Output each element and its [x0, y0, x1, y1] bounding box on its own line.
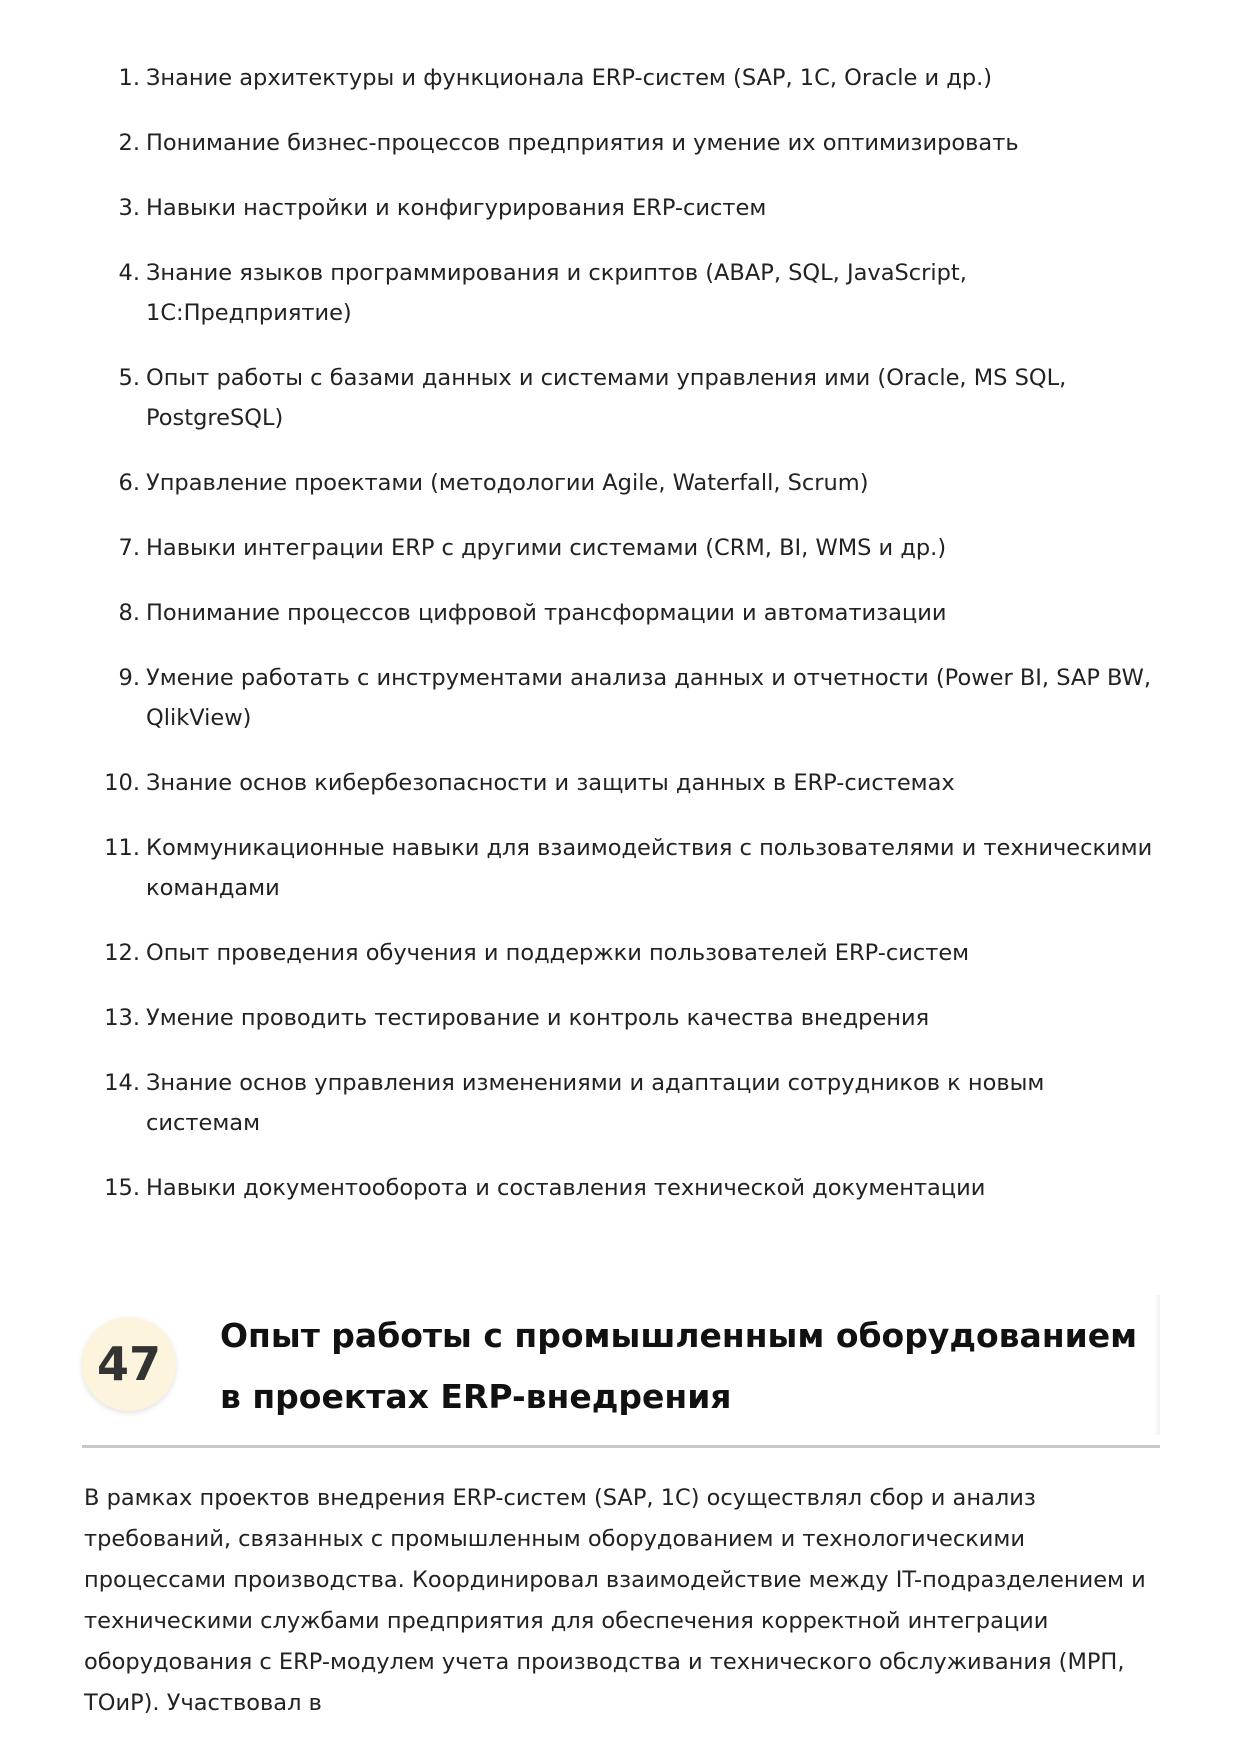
list-item	[84, 58, 1164, 98]
list-item	[84, 358, 1164, 438]
list-item-text: Понимание процессов цифровой трансформации и автоматизации	[146, 600, 947, 626]
list-item	[84, 1168, 1164, 1208]
section-body-text: В рамках проектов внедрения ERP-систем (SAP, 1С) осуществлял сбор и анализ требований, связанных с промышленным оборудованием и технологическими процессами производства. Координировал взаимодействие между IT-подразделением и техническими службами предприятия для обеспечения корректной интеграции оборудования с ERP-модулем учета производства и технического обслуживания (МРП, ТОиР). Участвовал в	[84, 1485, 1146, 1716]
list-item-text: Навыки документооборота и составления технической документации	[146, 1175, 986, 1201]
list-item	[84, 933, 1164, 973]
list-item-number: 5.	[118, 365, 140, 391]
list-item	[84, 188, 1164, 228]
list-item-text: Опыт проведения обучения и поддержки пользователей ERP-систем	[146, 940, 970, 966]
list-item-text: Опыт работы с базами данных и системами управления ими (Oracle, MS SQL, PostgreSQL)	[146, 365, 1067, 431]
section-title: Опыт работы с промышленным оборудованием в проектах ERP-внедрения	[220, 1316, 1138, 1416]
list-item-number: 2.	[118, 130, 140, 156]
list-item	[84, 998, 1164, 1038]
list-item-number: 12.	[104, 940, 140, 966]
list-item	[84, 123, 1164, 163]
section-number-badge: 47	[82, 1317, 176, 1411]
list-item	[84, 463, 1164, 503]
list-item	[84, 658, 1164, 738]
list-item-text: Навыки настройки и конфигурирования ERP-систем	[146, 195, 767, 221]
list-item-number: 11.	[104, 835, 140, 861]
list-item-text: Знание основ кибербезопасности и защиты данных в ERP-системах	[146, 770, 955, 796]
list-item	[84, 828, 1164, 908]
list-item-number: 6.	[118, 470, 140, 496]
list-item-number: 8.	[118, 600, 140, 626]
list-item	[84, 763, 1164, 803]
list-item	[84, 253, 1164, 333]
list-item-text: Управление проектами (методологии Agile, Waterfall, Scrum)	[146, 470, 869, 496]
list-item-number: 15.	[104, 1175, 140, 1201]
list-item-text: Навыки интеграции ERP с другими системами (CRM, BI, WMS и др.)	[146, 535, 947, 561]
list-item-number: 10.	[104, 770, 140, 796]
list-item-number: 14.	[104, 1070, 140, 1096]
list-item-number: 3.	[118, 195, 140, 221]
list-item-number: 4.	[118, 260, 140, 286]
list-item-number: 9.	[118, 665, 140, 691]
list-item-text: Знание языков программирования и скриптов (ABAP, SQL, JavaScript, 1С:Предприятие)	[146, 260, 967, 326]
section-header	[82, 1295, 1160, 1448]
list-item-text: Умение работать с инструментами анализа данных и отчетности (Power BI, SAP BW, QlikView)	[146, 665, 1152, 731]
list-item	[84, 528, 1164, 568]
list-item	[84, 1063, 1164, 1143]
list-item	[84, 593, 1164, 633]
list-item-number: 1.	[118, 65, 140, 91]
list-item-text: Умение проводить тестирование и контроль качества внедрения	[146, 1005, 930, 1031]
list-item-text: Знание основ управления изменениями и адаптации сотрудников к новым системам	[146, 1070, 1045, 1136]
list-item-number: 13.	[104, 1005, 140, 1031]
list-item-text: Знание архитектуры и функционала ERP-систем (SAP, 1С, Oracle и др.)	[146, 65, 993, 91]
skills-list	[84, 58, 1164, 1233]
list-item-text: Коммуникационные навыки для взаимодействия с пользователями и техническими командами	[146, 835, 1153, 901]
list-item-number: 7.	[118, 535, 140, 561]
list-item-text: Понимание бизнес-процессов предприятия и умение их оптимизировать	[146, 130, 1019, 156]
